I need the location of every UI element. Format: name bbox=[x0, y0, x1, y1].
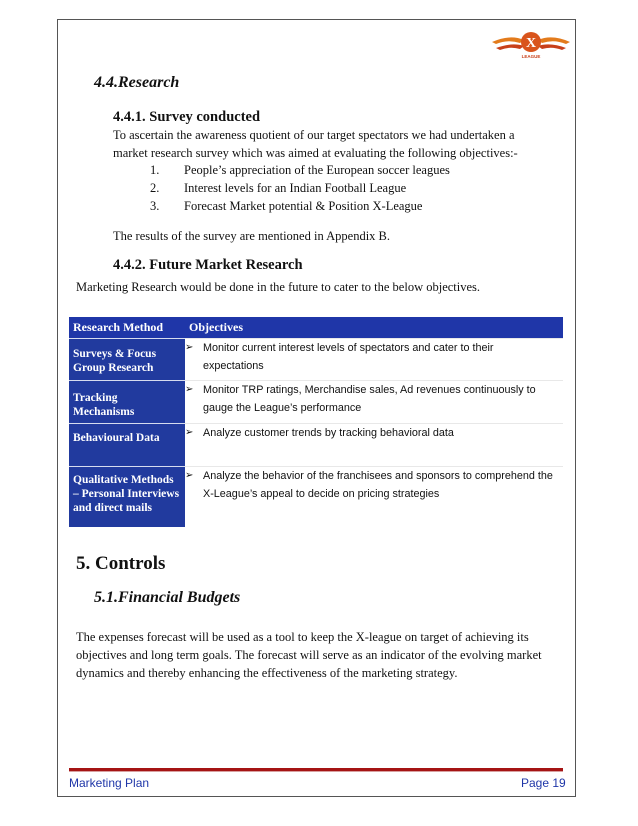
paragraph-line: The expenses forecast will be used as a tool to keep the X-league on target of achieving its bbox=[76, 630, 529, 644]
objective-line: gauge the League’s performance bbox=[203, 402, 362, 414]
logo-letter: X bbox=[525, 36, 537, 51]
objective-line: expectations bbox=[203, 360, 264, 372]
objective-cell bbox=[185, 339, 563, 381]
footer-document-title: Marketing Plan bbox=[69, 776, 150, 790]
header-research-method: Research Method bbox=[69, 317, 185, 339]
arrow-bullet-icon: ➢ bbox=[185, 384, 194, 395]
list-item-number: 1. bbox=[150, 163, 160, 177]
table-row bbox=[69, 381, 563, 424]
objective-cell bbox=[185, 467, 563, 527]
table-row bbox=[69, 424, 563, 467]
method-label: Behavioural Data bbox=[73, 432, 160, 444]
header-objectives: Objectives bbox=[185, 317, 563, 339]
method-label: Qualitative Methods – Personal Interviews and direct mails bbox=[73, 474, 180, 514]
paragraph-line: dynamics and thereby enhancing the effectiveness of the marketing strategy. bbox=[76, 666, 458, 680]
arrow-bullet-icon: ➢ bbox=[185, 470, 194, 481]
logo-subtext: LEAGUE bbox=[521, 54, 541, 59]
arrow-bullet-icon: ➢ bbox=[185, 427, 194, 438]
section-number: 4.4. bbox=[94, 74, 118, 91]
section-title: Research bbox=[118, 74, 180, 91]
list-item-number: 2. bbox=[150, 181, 160, 195]
table-row bbox=[69, 467, 563, 527]
list-item-text: Forecast Market potential & Position X-League bbox=[184, 199, 423, 213]
survey-results-note: The results of the survey are mentioned in Appendix B. bbox=[113, 229, 391, 243]
section-heading-research bbox=[94, 74, 179, 92]
method-label: Tracking Mechanisms bbox=[73, 392, 135, 418]
footer-divider bbox=[69, 768, 563, 772]
list-item-text: People’s appreciation of the European soccer leagues bbox=[184, 163, 450, 177]
paragraph-line: objectives and long term goals. The forecast will serve as an indicator of the evolving market bbox=[76, 648, 542, 662]
table-row bbox=[69, 339, 563, 381]
footer-page-number: Page 19 bbox=[521, 776, 566, 790]
survey-intro bbox=[113, 126, 518, 162]
method-label: Surveys & Focus Group Research bbox=[73, 348, 157, 374]
objective-cell bbox=[185, 381, 563, 424]
list-item-text: Interest levels for an Indian Football League bbox=[184, 181, 407, 195]
method-cell bbox=[69, 467, 185, 527]
list-item bbox=[150, 161, 450, 179]
survey-heading: 4.4.1. Survey conducted bbox=[113, 109, 261, 125]
financial-budgets-paragraph bbox=[76, 628, 542, 682]
future-research-intro: Marketing Research would be done in the future to cater to the below objectives. bbox=[76, 280, 481, 294]
table-header-row bbox=[69, 317, 563, 339]
future-research-heading: 4.4.2. Future Market Research bbox=[113, 257, 303, 273]
method-cell bbox=[69, 339, 185, 381]
method-cell bbox=[69, 381, 185, 424]
research-methods-table bbox=[69, 317, 563, 527]
objective-line: Monitor current interest levels of spectators and cater to their bbox=[203, 342, 494, 354]
objective-line: Monitor TRP ratings, Merchandise sales, Ad revenues continuously to bbox=[203, 384, 536, 396]
survey-intro-line-1: To ascertain the awareness quotient of our target spectators we had undertaken a bbox=[113, 128, 515, 142]
arrow-bullet-icon: ➢ bbox=[185, 342, 194, 353]
objective-line: X-League’s appeal to decide on pricing strategies bbox=[203, 488, 440, 500]
survey-objectives-list bbox=[150, 161, 450, 215]
objective-line: Analyze the behavior of the franchisees and sponsors to comprehend the bbox=[203, 470, 553, 482]
objective-cell bbox=[185, 424, 563, 467]
survey-intro-line-2: market research survey which was aimed at evaluating the following objectives:- bbox=[113, 146, 518, 160]
list-item bbox=[150, 179, 450, 197]
controls-heading: 5. Controls bbox=[76, 553, 166, 574]
financial-budgets-heading: 5.1.Financial Budgets bbox=[94, 589, 241, 606]
list-item bbox=[150, 197, 450, 215]
objective-line: Analyze customer trends by tracking behavioral data bbox=[203, 427, 454, 439]
method-cell bbox=[69, 424, 185, 467]
list-item-number: 3. bbox=[150, 199, 160, 213]
x-league-logo bbox=[490, 28, 572, 60]
